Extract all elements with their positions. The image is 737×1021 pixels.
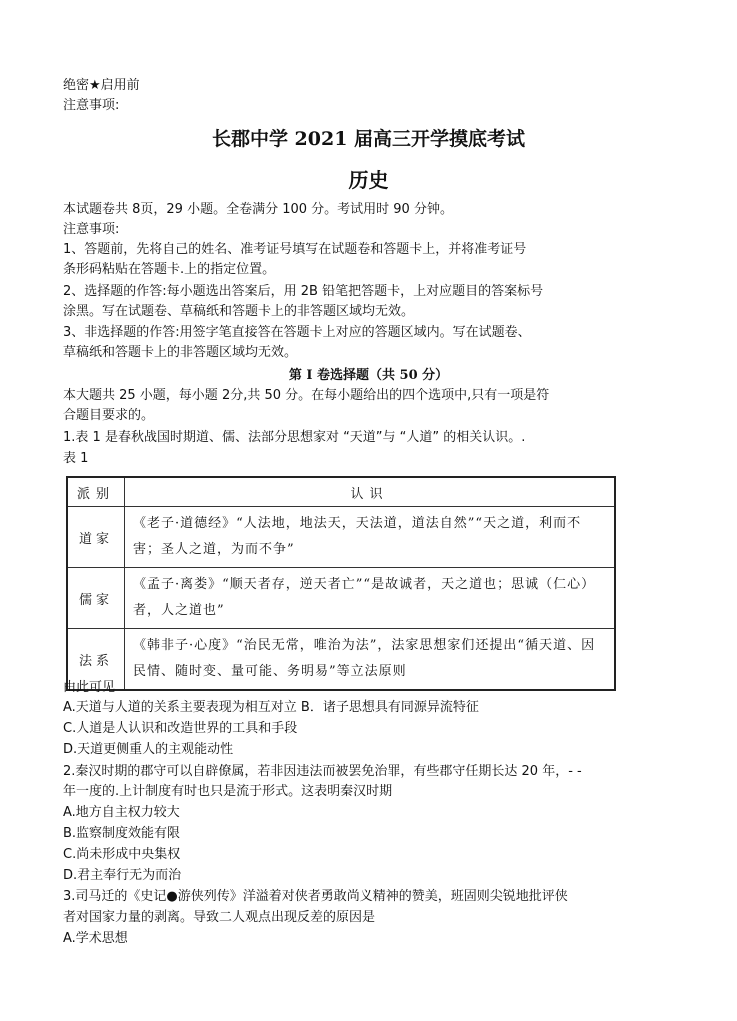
- question-2-stem: 年一度的.上计制度有时也只是流于形式。这表明秦汉时期: [63, 784, 393, 799]
- table-row: [67, 568, 615, 629]
- table-header-row: [67, 477, 615, 507]
- section-intro-line: 合题目要求的。: [63, 408, 155, 423]
- exam-title: 长郡中学 2021 届高三开学摸底考试: [211, 128, 526, 150]
- section-title: 第 I 卷选择题（共 50 分）: [288, 368, 449, 383]
- question-3-stem: 3.司马迁的《史记●游侠列传》洋溢着对侠者勇敢尚义精神的赞美，班固则尖锐地批评侠: [63, 889, 568, 904]
- table-row: [67, 629, 615, 691]
- confidential-mark: 绝密★启用前: [63, 78, 140, 93]
- table-cell-text: 《老子·道德经》“人法地，地法天，天法道，道法自然”“天之道，利而不害；圣人之道，为而不争”: [125, 507, 616, 568]
- table-header-view: 认识: [125, 477, 616, 507]
- intro-line: 1、答题前，先将自己的姓名、准考证号填写在试题卷和答题卡上，并将准考证号: [63, 242, 527, 257]
- question-3-stem: 者对国家力量的剥离。导致二人观点出现反差的原因是: [63, 910, 376, 925]
- question-1-stem: 1.表 1 是春秋战国时期道、儒、法部分思想家对 “天道”与 “人道” 的相关认识。.: [63, 430, 526, 445]
- thought-table: [66, 476, 616, 691]
- intro-line: 3、非选择题的作答:用签字笔直接答在答题卡上对应的答题区域内。写在试题卷、: [63, 325, 531, 340]
- intro-line: 草稿纸和答题卡上的非答题区域均无效。: [63, 345, 298, 360]
- section-intro-line: 本大题共 25 小题，每小题 2分,共 50 分。在每小题给出的四个选项中,只有一项是符: [63, 388, 550, 403]
- question-2-option: B.监察制度效能有限: [63, 826, 181, 841]
- table-cell-school: 法系: [67, 629, 125, 691]
- table-row: [67, 507, 615, 568]
- intro-line: 涂黑。写在试题卷、草稿纸和答题卡上的非答题区域均无效。: [63, 304, 415, 319]
- intro-line: 条形码粘贴在答题卡.上的指定位置。: [63, 262, 276, 277]
- question-1-option: C.人道是人认识和改造世界的工具和手段: [63, 721, 298, 736]
- intro-line: 本试题卷共 8页，29 小题。全卷满分 100 分。考试用时 90 分钟。: [63, 202, 453, 217]
- question-2-option: D.君主奉行无为而治: [63, 868, 182, 883]
- table-cell-text: 《孟子·离娄》“顺天者存，逆天者亡”“是故诚者，天之道也；思诚（仁心）者，人之道也”: [125, 568, 616, 629]
- table-label: 表 1: [63, 451, 89, 466]
- subject-title: 历史: [348, 168, 389, 192]
- question-1-option: D.天道更侧重人的主观能动性: [63, 742, 234, 757]
- question-2-option: C.尚未形成中央集权: [63, 847, 181, 862]
- table-cell-school: 道家: [67, 507, 125, 568]
- intro-line: 注意事项:: [63, 222, 120, 237]
- notice-label: 注意事项:: [63, 98, 120, 113]
- table-cell-text: 《韩非子·心度》“治民无常，唯治为法”，法家思想家们还提出“循天道、因民情、随时变、量可能、务明易”等立法原则: [125, 629, 616, 691]
- intro-line: 2、选择题的作答:每小题选出答案后，用 2B 铅笔把答题卡，上对应题目的答案标号: [63, 284, 544, 299]
- question-2-stem: 2.秦汉时期的郡守可以自辟僚属，若非因违法而被罢免治罪，有些郡守任期长达 20 年，- -: [63, 764, 582, 779]
- table-cell-school: 儒家: [67, 568, 125, 629]
- question-2-option: A.地方自主权力较大: [63, 805, 180, 820]
- question-1-option: A.天道与人道的关系主要表现为相互对立 B．诸子思想具有同源异流特征: [63, 700, 479, 715]
- question-1-lead: 由此可见: [63, 680, 116, 695]
- table-header-school: 派别: [67, 477, 125, 507]
- question-3-option: A.学术思想: [63, 931, 128, 946]
